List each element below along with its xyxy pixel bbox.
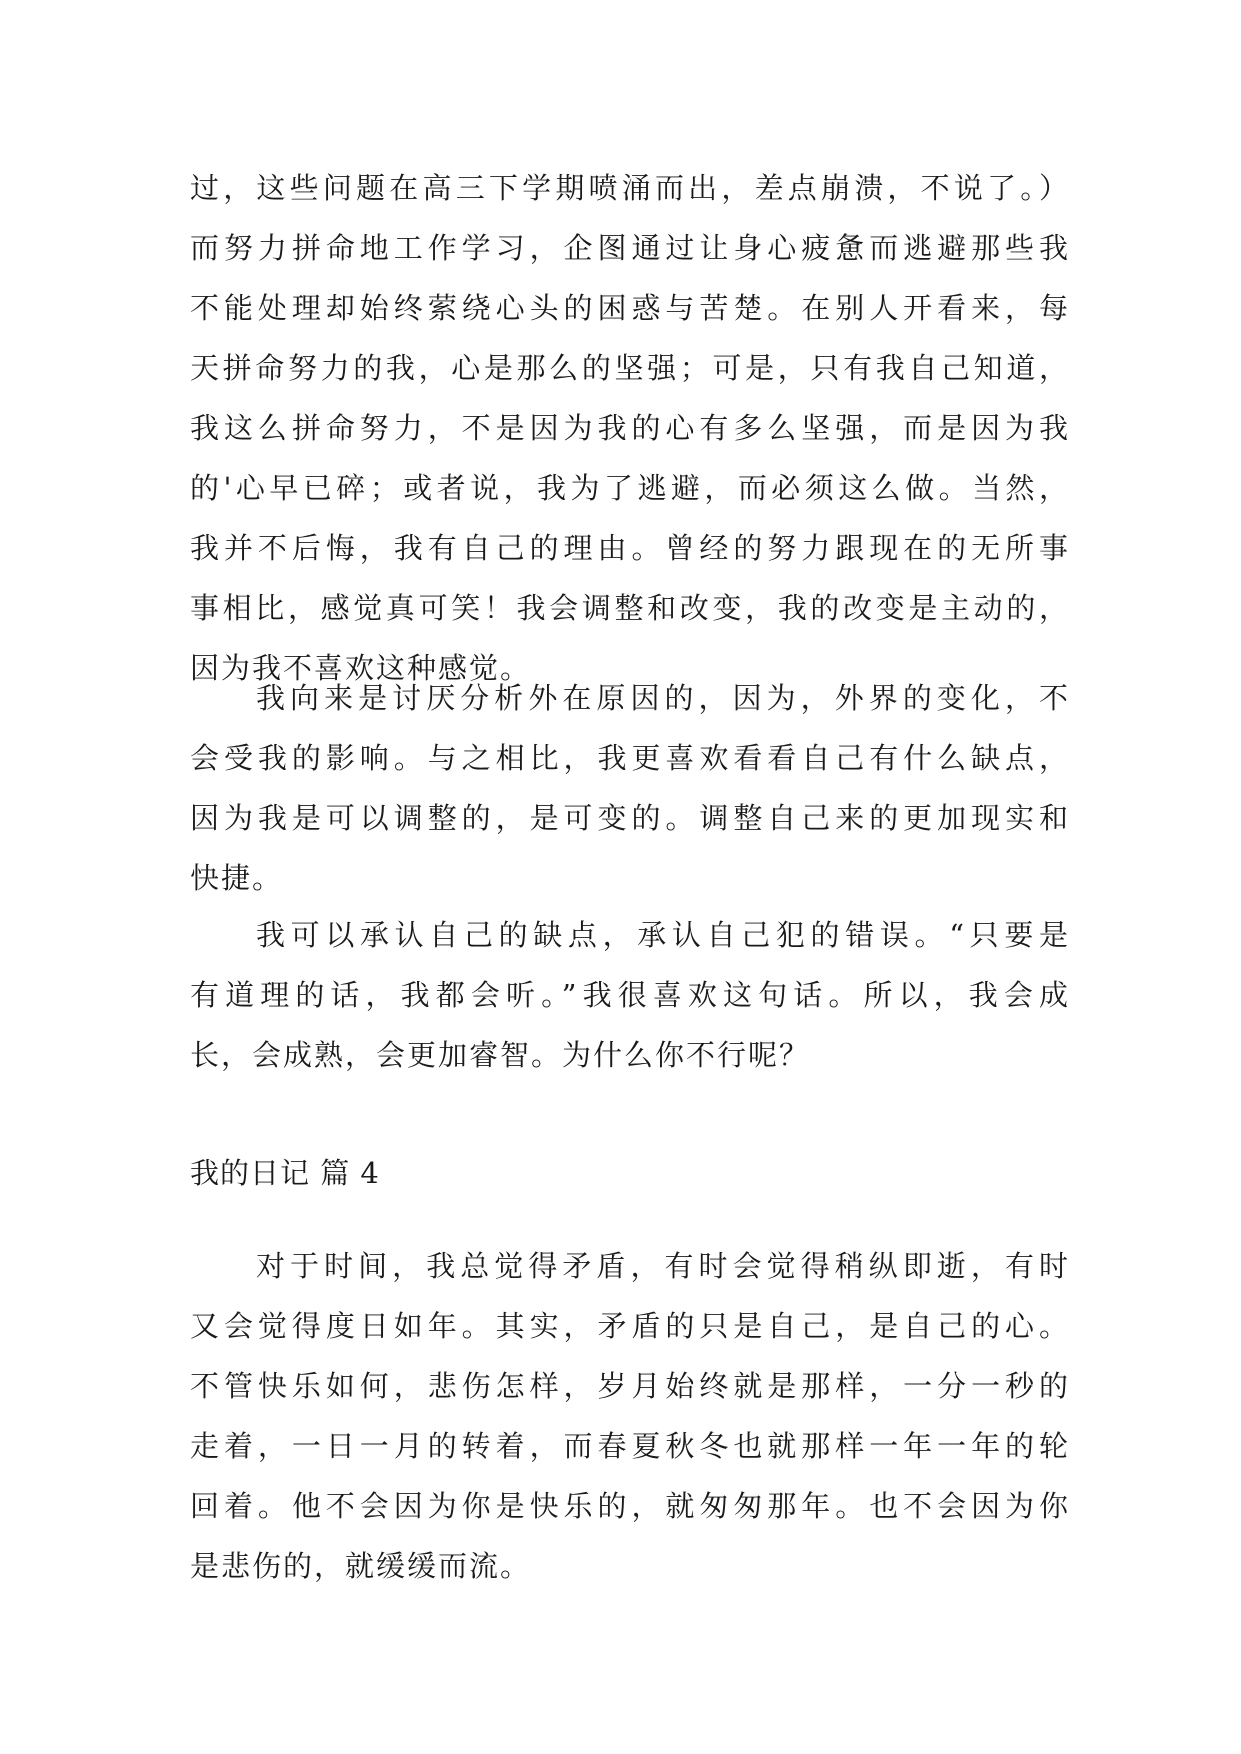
text-line: 有道理的话，我都会听。”我很喜欢这句话。所以，我会成 [190,978,1070,1012]
text-line: 走着，一日一月的转着，而春夏秋冬也就那样一年一年的轮 [190,1429,1070,1463]
paragraph-2 [190,668,1070,908]
text-line: 因为我不喜欢这种感觉。 [190,651,532,685]
text-line: 不能处理却始终萦绕心头的困惑与苦楚。在别人开看来，每 [190,291,1070,325]
text-line: 我可以承认自己的缺点，承认自己犯的错误。“只要是 [256,918,1070,952]
text-line: 长，会成熟，会更加睿智。为什么你不行呢？ [190,1038,811,1072]
text-line: 天拼命努力的我，心是那么的坚强；可是，只有我自己知道， [190,351,1070,385]
text-line: 会受我的影响。与之相比，我更喜欢看看自己有什么缺点， [190,741,1070,775]
paragraph-3 [190,905,1070,1085]
text-line: 过，这些问题在高三下学期喷涌而出，差点崩溃，不说了。） [190,171,1070,205]
text-line: 对于时间，我总觉得矛盾，有时会觉得稍纵即逝，有时 [256,1249,1070,1283]
text-line: 回着。他不会因为你是快乐的，就匆匆那年。也不会因为你 [190,1489,1070,1523]
text-line: 是悲伤的，就缓缓而流。 [190,1549,532,1583]
text-line: 又会觉得度日如年。其实，矛盾的只是自己，是自己的心。 [190,1309,1070,1343]
text-line: 而努力拼命地工作学习，企图通过让身心疲惫而逃避那些我 [190,231,1070,265]
text-line: 的'心早已碎；或者说，我为了逃避，而必须这么做。当然， [190,471,1070,505]
paragraph-4 [190,1236,1070,1596]
text-line: 我并不后悔，我有自己的理由。曾经的努力跟现在的无所事 [190,531,1070,565]
paragraph-1 [190,158,1070,698]
text-line: 快捷。 [190,861,284,895]
text-line: 不管快乐如何，悲伤怎样，岁月始终就是那样，一分一秒的 [190,1369,1070,1403]
section-heading: 我的日记 篇 4 [190,1156,380,1190]
text-line: 我向来是讨厌分析外在原因的，因为，外界的变化，不 [256,681,1070,715]
text-line: 事相比，感觉真可笑！我会调整和改变，我的改变是主动的， [190,591,1070,625]
text-line: 我这么拼命努力，不是因为我的心有多么坚强，而是因为我 [190,411,1070,445]
text-line: 因为我是可以调整的，是可变的。调整自己来的更加现实和 [190,801,1070,835]
